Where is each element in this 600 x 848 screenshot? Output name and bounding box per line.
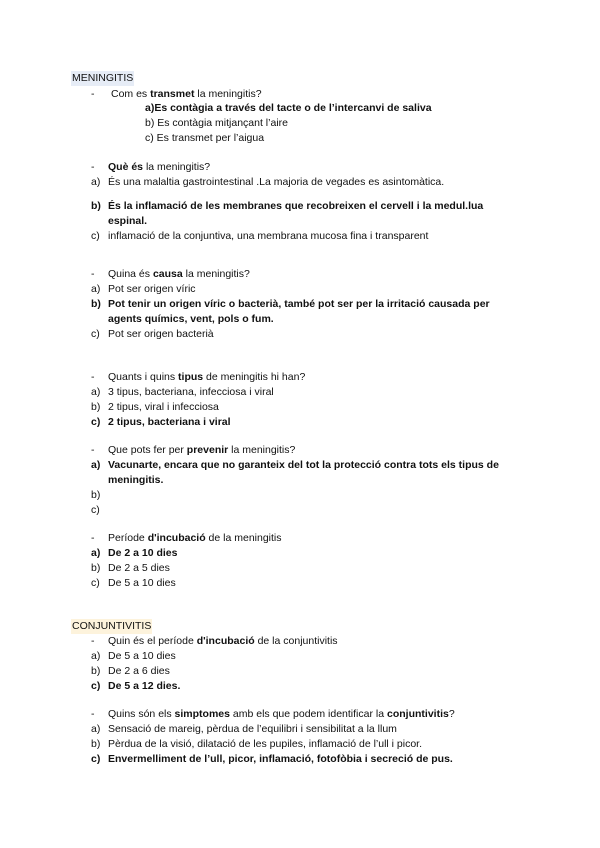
marker-c: c) [91, 753, 101, 765]
answer-b: Pèrdua de la visió, dilatació de les pupiles, inflamació de l’ull i picor. [108, 738, 423, 750]
bullet-dash: - [91, 635, 95, 647]
answer-c: De 5 a 10 dies [108, 577, 176, 589]
marker-b: b) [91, 665, 101, 677]
answer-b-line2: espinal. [108, 215, 148, 227]
bullet-dash: - [91, 532, 95, 544]
marker-b: b) [91, 562, 101, 574]
question-symptoms: Quins són els simptomes amb els que podem identificar la conjuntivitis? [108, 708, 455, 720]
marker-a: a) [91, 283, 101, 295]
bullet-dash: - [91, 88, 95, 100]
marker-b: b) [91, 401, 101, 413]
marker-a: a) [91, 723, 101, 735]
answer-c: Envermelliment de l’ull, picor, inflamació, fotofòbia i secreció de pus. [108, 753, 453, 765]
answer-b-line2: agents químics, vent, pols o fum. [108, 313, 274, 325]
answer-c: 2 tipus, bacteriana i viral [108, 416, 231, 428]
answer-c: c) Es transmet per l’aigua [145, 132, 265, 144]
marker-b: b) [91, 738, 101, 750]
answer-b: 2 tipus, viral i infecciosa [108, 401, 219, 413]
bullet-dash: - [91, 268, 95, 280]
marker-a: a) [91, 386, 101, 398]
question-incubation-conj: Quin és el període d'incubació de la conjuntivitis [108, 635, 338, 647]
marker-b: b) [91, 200, 101, 212]
marker-c: c) [91, 328, 100, 340]
question-cause: Quina és causa la meningitis? [108, 268, 250, 280]
answer-a: De 5 a 10 dies [108, 650, 176, 662]
answer-c: Pot ser origen bacterià [108, 328, 214, 340]
marker-c: c) [91, 680, 101, 692]
answer-a: De 2 a 10 dies [108, 547, 178, 559]
answer-b: b) Es contàgia mitjançant l’aire [145, 117, 288, 129]
question-prevent: Que pots fer per prevenir la meningitis? [108, 444, 296, 456]
section-title-meningitis: MENINGITIS [72, 72, 134, 84]
answer-b: De 2 a 5 dies [108, 562, 170, 574]
marker-a: a) [91, 459, 101, 471]
answer-a: a)Es contàgia a través del tacte o de l’intercanvi de saliva [145, 102, 432, 114]
marker-b: b) [91, 489, 101, 501]
answer-a-line1: Vacunarte, encara que no garanteix del tot la protecció contra tots els tipus de [108, 459, 499, 471]
question-transmission: Com es transmet la meningitis? [111, 88, 262, 100]
marker-a: a) [91, 650, 101, 662]
marker-c: c) [91, 230, 100, 242]
answer-a: Pot ser origen víric [108, 283, 196, 295]
section-title-conjuntivitis: CONJUNTIVITIS [72, 620, 152, 632]
bullet-dash: - [91, 371, 95, 383]
answer-b: De 2 a 6 dies [108, 665, 170, 677]
marker-a: a) [91, 547, 101, 559]
bullet-dash: - [91, 161, 95, 173]
answer-a-line2: meningitis. [108, 474, 164, 486]
answer-a: És una malaltia gastrointestinal .La majoria de vegades es asintomàtica. [108, 176, 445, 188]
answer-c: De 5 a 12 dies. [108, 680, 181, 692]
marker-c: c) [91, 504, 100, 516]
answer-b-line1: Pot tenir un origen víric o bacterià, també pot ser per la irritació causada per [108, 298, 490, 310]
marker-a: a) [91, 176, 101, 188]
marker-c: c) [91, 416, 101, 428]
marker-b: b) [91, 298, 101, 310]
bullet-dash: - [91, 444, 95, 456]
answer-a: Sensació de mareig, pèrdua de l’equilibri i sensibilitat a la llum [108, 723, 397, 735]
answer-a: 3 tipus, bacteriana, infecciosa i viral [108, 386, 274, 398]
marker-c: c) [91, 577, 100, 589]
question-types: Quants i quins tipus de meningitis hi han? [108, 371, 306, 383]
bullet-dash: - [91, 708, 95, 720]
answer-b-line1: És la inflamació de les membranes que recobreixen el cervell i la medul.lua [108, 200, 484, 212]
answer-c: inflamació de la conjuntiva, una membrana mucosa fina i transparent [108, 230, 429, 242]
question-what-is: Què és la meningitis? [108, 161, 211, 173]
question-incubation: Període d'incubació de la meningitis [108, 532, 282, 544]
